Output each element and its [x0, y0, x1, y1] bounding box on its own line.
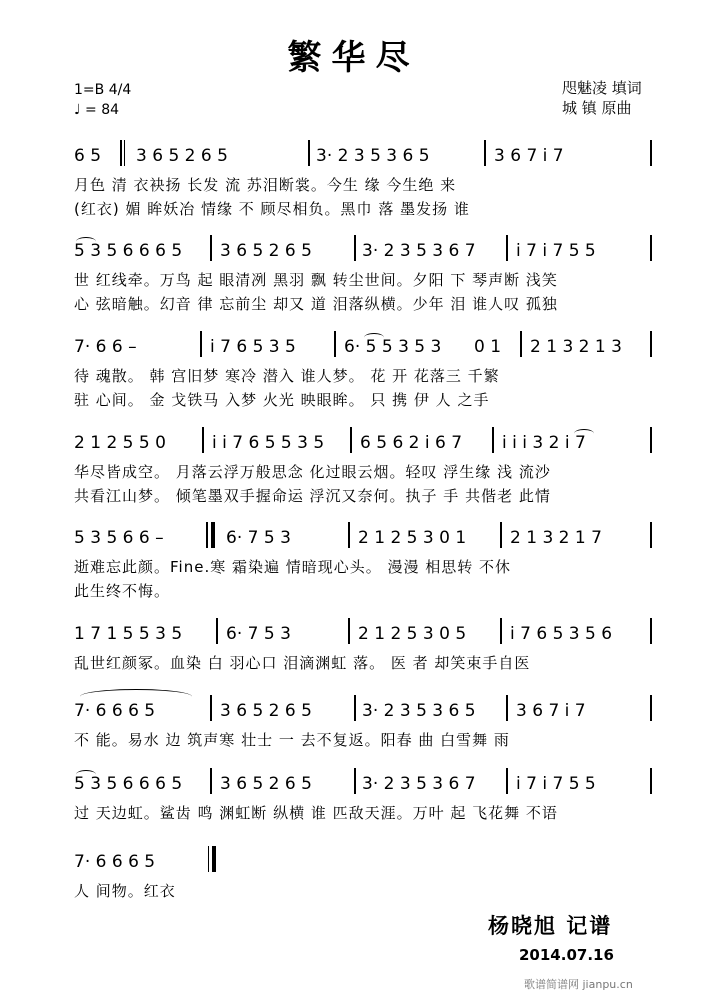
lyrics-verse-2: 共看江山梦。 倾笔墨双手握命运 浮沉又奈何。执子 手 共偕老 此情: [74, 487, 551, 505]
barline: [210, 768, 212, 794]
measure: 5 3 5 6 6 –: [74, 528, 164, 548]
lyrics-verse-1: 逝难忘此颜。Fine.寒 霜染遍 情暗现心头。 漫漫 相思转 不休: [74, 558, 512, 576]
measure: i i i 3 2 i 7: [502, 433, 586, 453]
barline: [506, 235, 508, 261]
barline: [506, 695, 508, 721]
notes-row: [74, 695, 652, 725]
notes-row: [74, 522, 652, 552]
measure: 7· 6 6 –: [74, 337, 137, 357]
lyrics-verse-2: (红衣) 媚 眸妖冶 情缘 不 顾尽相负。黑巾 落 墨发扬 谁: [74, 200, 470, 218]
barline: [308, 140, 310, 166]
repeat-start-barline: [120, 140, 122, 166]
measure: 5 3 5 6 6 6 5: [74, 774, 183, 794]
barline: [216, 618, 218, 644]
barline: [334, 331, 336, 357]
notes-row: [74, 618, 652, 648]
measure: 3· 2 3 5 3 6 5: [316, 146, 430, 166]
measure: 1 7 1 5 5 3 5: [74, 624, 183, 644]
credits: [562, 78, 642, 118]
barline: [506, 768, 508, 794]
barline: [650, 768, 652, 794]
barline: [354, 235, 356, 261]
barline: [354, 768, 356, 794]
measure: 6· 7 5 3: [226, 528, 291, 548]
lyrics-verse-1: 过 天边虹。鲨齿 鸣 渊虹断 纵横 谁 匹敌天涯。万叶 起 飞花舞 不语: [74, 804, 558, 822]
repeat-end-barline-thick: [212, 846, 216, 872]
final-barline-thick: [211, 522, 215, 548]
measure: i i 7 6 5 5 3 5: [212, 433, 325, 453]
measure: 5 3 5 6 6 6 5: [74, 241, 183, 261]
barline: [650, 331, 652, 357]
transcriber-signature: 杨晓旭 记谱: [488, 914, 613, 938]
lyrics-verse-2: 此生终不悔。: [74, 582, 171, 600]
composer-credit: 城 镇 原曲: [562, 99, 632, 117]
key-signature: 1=B 4/4: [74, 82, 132, 98]
barline: [350, 427, 352, 453]
measure: 3 6 5 2 6 5: [220, 701, 312, 721]
lyrics-verse-1: 人 间物。红衣: [74, 882, 176, 900]
measure: 7· 6 6 6 5: [74, 852, 156, 872]
notes-row: [74, 768, 652, 798]
measure: 7· 6 6 6 5: [74, 701, 156, 721]
measure: 3 6 7 i 7: [516, 701, 586, 721]
barline: [650, 618, 652, 644]
barline: [500, 522, 502, 548]
notes-row: [74, 140, 652, 170]
notes-row: [74, 331, 652, 361]
notes-row: [74, 235, 652, 265]
measure: 3 6 5 2 6 5: [220, 241, 312, 261]
barline: [492, 427, 494, 453]
measure: 2 1 3 2 1 3: [530, 337, 622, 357]
measure: i 7 i 7 5 5: [516, 241, 596, 261]
tempo-mark: ♩ = 84: [74, 102, 120, 118]
measure: i 7 6 5 3 5 6: [510, 624, 613, 644]
lyrics-verse-1: 月色 清 衣袂扬 长发 流 苏泪断裳。今生 缘 今生绝 来: [74, 176, 457, 194]
barline: [210, 695, 212, 721]
page-title: 繁华尽: [287, 38, 420, 78]
site-watermark: 歌谱简谱网 jianpu.cn: [524, 978, 633, 991]
measure: i 7 i 7 5 5: [516, 774, 596, 794]
barline: [650, 235, 652, 261]
notes-row: [74, 846, 652, 876]
measure: 6 5: [74, 146, 102, 166]
measure: 3· 2 3 5 3 6 5: [362, 701, 476, 721]
barline: [354, 695, 356, 721]
barline: [650, 522, 652, 548]
measure: 3 6 5 2 6 5: [136, 146, 228, 166]
barline: [520, 331, 522, 357]
lyrics-verse-1: 乱世红颜冢。血染 白 羽心口 泪滴渊虹 落。 医 者 却笑束手自医: [74, 654, 531, 672]
final-barline-thin: [206, 522, 208, 548]
barline: [200, 331, 202, 357]
measure: i 7 6 5 3 5: [210, 337, 296, 357]
measure: 0 1: [474, 337, 502, 357]
lyrics-verse-1: 世 红线牵。万鸟 起 眼清冽 黑羽 飘 转尘世间。夕阳 下 琴声断 浅笑: [74, 271, 558, 289]
repeat-end-barline-thin: [208, 846, 209, 872]
measure: 3· 2 3 5 3 6 7: [362, 241, 476, 261]
lyricist-credit: 咫魅凌 填词: [562, 79, 642, 97]
barline: [202, 427, 204, 453]
barline: [124, 140, 125, 166]
barline: [348, 618, 350, 644]
measure: 3 6 5 2 6 5: [220, 774, 312, 794]
lyrics-verse-1: 不 能。易水 边 筑声寒 壮士 一 去不复返。阳春 曲 白雪舞 雨: [74, 731, 510, 749]
transcription-date: 2014.07.16: [519, 946, 614, 964]
lyrics-verse-1: 华尽皆成空。 月落云浮万般思念 化过眼云烟。轻叹 浮生缘 浅 流沙: [74, 463, 551, 481]
barline: [348, 522, 350, 548]
measure: 3· 2 3 5 3 6 7: [362, 774, 476, 794]
lyrics-verse-1: 待 魂散。 韩 宫旧梦 寒冷 潜入 谁人梦。 花 开 花落三 千繁: [74, 367, 500, 385]
measure: 2 1 2 5 3 0 5: [358, 624, 467, 644]
measure: 6· 7 5 3: [226, 624, 291, 644]
measure: 3 6 7 i 7: [494, 146, 564, 166]
measure: 6 5 6 2 i 6 7: [360, 433, 463, 453]
measure: 2 1 2 5 5 0: [74, 433, 166, 453]
barline: [650, 140, 652, 166]
barline: [210, 235, 212, 261]
barline: [650, 695, 652, 721]
barline: [500, 618, 502, 644]
measure: 6· 5 5 3 5 3: [344, 337, 442, 357]
barline: [650, 427, 652, 453]
measure: 2 1 3 2 1 7: [510, 528, 602, 548]
lyrics-verse-2: 驻 心间。 金 戈铁马 入梦 火光 映眼眸。 只 携 伊 人 之手: [74, 391, 490, 409]
measure: 2 1 2 5 3 0 1: [358, 528, 467, 548]
lyrics-verse-2: 心 弦暗触。幻音 律 忘前尘 却又 道 泪落纵横。少年 泪 谁人叹 孤独: [74, 295, 558, 313]
barline: [484, 140, 486, 166]
notes-row: [74, 427, 652, 457]
